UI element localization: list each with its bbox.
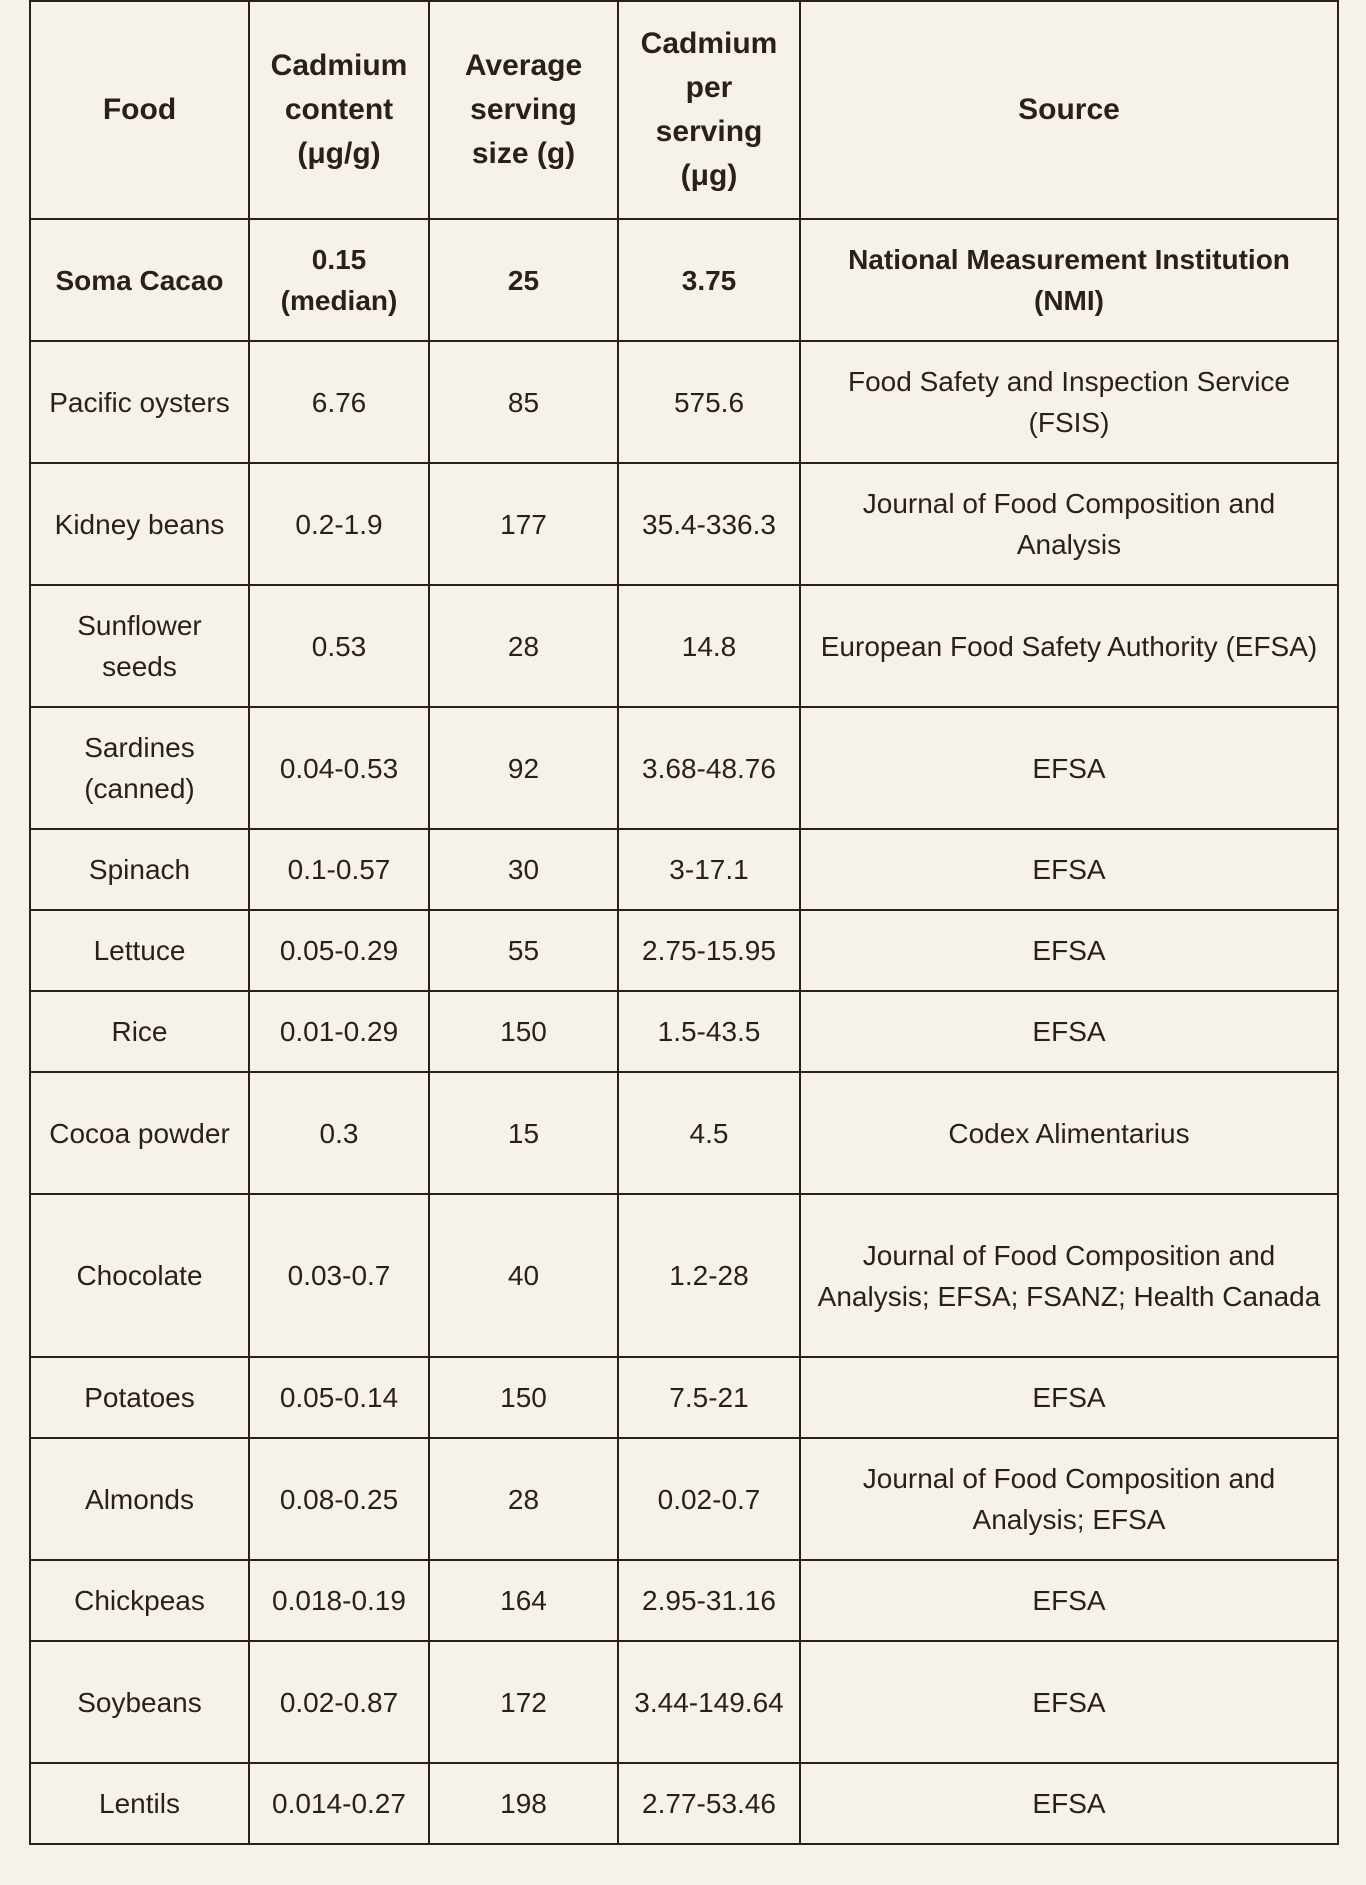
cell-source: Food Safety and Inspection Service (FSIS) [800,341,1338,463]
cell-content: 0.05-0.29 [249,910,429,991]
table-row [30,991,1338,1072]
cell-source: European Food Safety Authority (EFSA) [800,585,1338,707]
table-row [30,1438,1338,1560]
cell-food: Rice [30,991,249,1072]
cell-food: Almonds [30,1438,249,1560]
cadmium-table-container [29,0,1337,1845]
cell-content: 0.02-0.87 [249,1641,429,1763]
cell-serving: 28 [429,585,618,707]
cell-content: 0.01-0.29 [249,991,429,1072]
cell-content: 0.2-1.9 [249,463,429,585]
cell-food: Soma Cacao [30,219,249,341]
table-row [30,1560,1338,1641]
cell-food: Spinach [30,829,249,910]
cell-per-serving: 1.2-28 [618,1194,800,1357]
cell-source: EFSA [800,1641,1338,1763]
cell-food: Lettuce [30,910,249,991]
cell-content: 0.1-0.57 [249,829,429,910]
table-row [30,707,1338,829]
cell-food: Kidney beans [30,463,249,585]
cell-content: 0.018-0.19 [249,1560,429,1641]
cell-per-serving: 35.4-336.3 [618,463,800,585]
cell-per-serving: 1.5-43.5 [618,991,800,1072]
cell-serving: 172 [429,1641,618,1763]
table-row [30,219,1338,341]
cell-content: 0.53 [249,585,429,707]
cell-food: Chickpeas [30,1560,249,1641]
cell-food: Sunflower seeds [30,585,249,707]
cell-serving: 164 [429,1560,618,1641]
cell-source: EFSA [800,1357,1338,1438]
table-row [30,341,1338,463]
cell-food: Potatoes [30,1357,249,1438]
cell-per-serving: 2.95-31.16 [618,1560,800,1641]
cell-per-serving: 4.5 [618,1072,800,1194]
table-row [30,1194,1338,1357]
cell-food: Chocolate [30,1194,249,1357]
cell-per-serving: 3.68-48.76 [618,707,800,829]
cell-source: EFSA [800,991,1338,1072]
table-row [30,910,1338,991]
cell-content: 0.014-0.27 [249,1763,429,1844]
cell-per-serving: 575.6 [618,341,800,463]
cell-per-serving: 2.77-53.46 [618,1763,800,1844]
cell-per-serving: 3.75 [618,219,800,341]
cell-content: 6.76 [249,341,429,463]
table-row [30,829,1338,910]
cell-food: Cocoa powder [30,1072,249,1194]
cell-serving: 28 [429,1438,618,1560]
cell-content: 0.05-0.14 [249,1357,429,1438]
cell-per-serving: 2.75-15.95 [618,910,800,991]
cell-serving: 15 [429,1072,618,1194]
header-source: Source [800,1,1338,219]
cell-content: 0.08-0.25 [249,1438,429,1560]
cell-serving: 150 [429,1357,618,1438]
cell-source: Journal of Food Composition and Analysis [800,463,1338,585]
table-row [30,1357,1338,1438]
header-cadmium-per-serving: Cadmium per serving (μg) [618,1,800,219]
cell-per-serving: 3-17.1 [618,829,800,910]
cell-food: Pacific oysters [30,341,249,463]
cell-serving: 85 [429,341,618,463]
cell-source: EFSA [800,829,1338,910]
cell-source: Codex Alimentarius [800,1072,1338,1194]
cell-serving: 55 [429,910,618,991]
cell-content: 0.04-0.53 [249,707,429,829]
cell-food: Lentils [30,1763,249,1844]
table-row [30,1072,1338,1194]
cell-per-serving: 3.44-149.64 [618,1641,800,1763]
header-average-serving-size: Average serving size (g) [429,1,618,219]
page-bottom-margin [0,1845,1366,1885]
table-header-row [30,1,1338,219]
cell-per-serving: 14.8 [618,585,800,707]
cell-source: Journal of Food Composition and Analysis; EFSA [800,1438,1338,1560]
cell-food: Sardines (canned) [30,707,249,829]
table-row [30,1763,1338,1844]
table-row [30,463,1338,585]
cell-source: National Measurement Institution (NMI) [800,219,1338,341]
cadmium-content-table [29,0,1339,1845]
cell-serving: 150 [429,991,618,1072]
cell-source: Journal of Food Composition and Analysis; EFSA; FSANZ; Health Canada [800,1194,1338,1357]
table-row [30,585,1338,707]
cell-content: 0.3 [249,1072,429,1194]
cell-food: Soybeans [30,1641,249,1763]
cell-serving: 177 [429,463,618,585]
cell-content: 0.15 (median) [249,219,429,341]
cell-source: EFSA [800,910,1338,991]
cell-per-serving: 0.02-0.7 [618,1438,800,1560]
cell-content: 0.03-0.7 [249,1194,429,1357]
cell-source: EFSA [800,707,1338,829]
cell-serving: 40 [429,1194,618,1357]
header-food: Food [30,1,249,219]
table-row [30,1641,1338,1763]
cell-source: EFSA [800,1560,1338,1641]
cell-serving: 25 [429,219,618,341]
cell-per-serving: 7.5-21 [618,1357,800,1438]
cell-serving: 198 [429,1763,618,1844]
cell-serving: 92 [429,707,618,829]
cell-serving: 30 [429,829,618,910]
header-cadmium-content: Cadmium content (μg/g) [249,1,429,219]
cell-source: EFSA [800,1763,1338,1844]
